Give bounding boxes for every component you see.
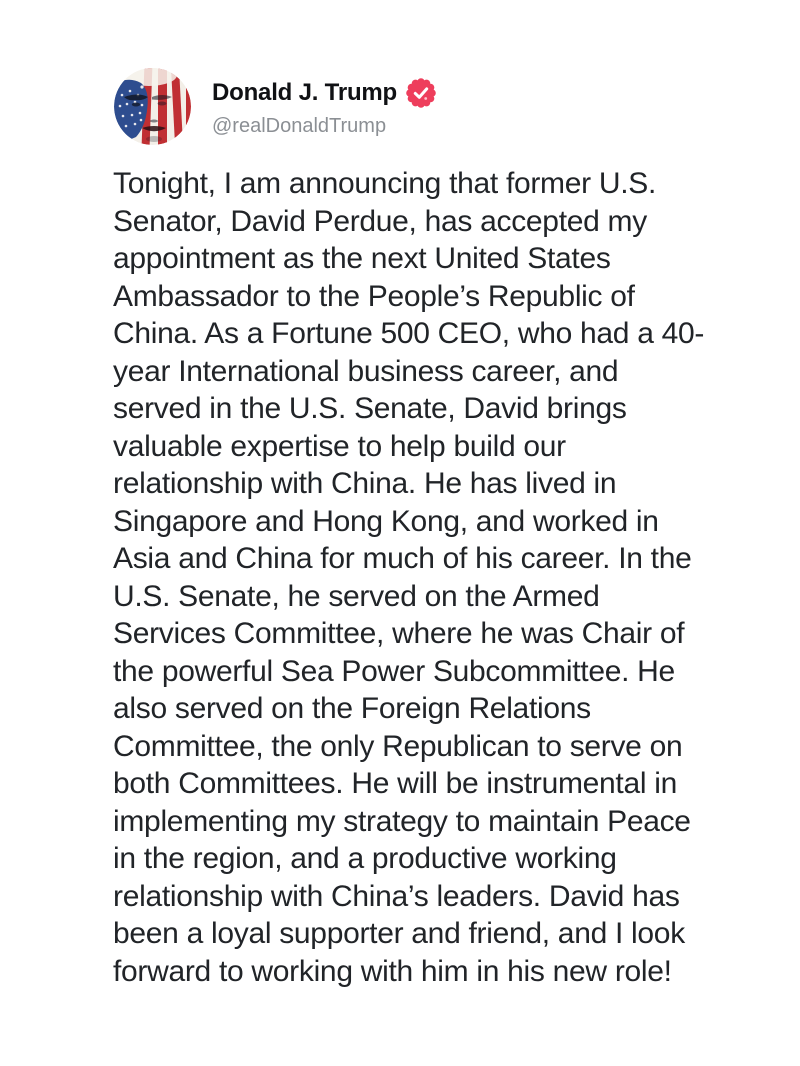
post-text-line: both Committees. He will be instrumental in bbox=[113, 767, 677, 800]
post-text-line: year International business career, and bbox=[113, 354, 619, 388]
avatar-image bbox=[114, 68, 191, 145]
author-block bbox=[212, 68, 436, 139]
post-text-line: the powerful Sea Power Subcommittee. He bbox=[113, 654, 675, 688]
post-text-line: been a loyal supporter and friend, and I look bbox=[113, 917, 685, 950]
verified-badge-icon bbox=[406, 78, 436, 108]
post-text-line: Senator, David Perdue, has accepted my bbox=[113, 204, 647, 238]
post-text-line: forward to working with him in his new role! bbox=[113, 954, 672, 988]
post-header bbox=[114, 68, 436, 145]
post-text-line: Committee, the only Republican to serve on bbox=[113, 729, 683, 763]
post-text bbox=[113, 165, 713, 990]
post-text-line: relationship with China. He has lived in bbox=[113, 467, 617, 500]
post-text-line: implementing my strategy to maintain Peace bbox=[113, 804, 691, 838]
author-handle[interactable]: @realDonaldTrump bbox=[212, 115, 387, 137]
author-name-row bbox=[212, 78, 436, 108]
post-text-line: Singapore and Hong Kong, and worked in bbox=[113, 504, 659, 538]
post-text-line: served in the U.S. Senate, David brings bbox=[113, 392, 627, 425]
post-text-line: appointment as the next United States bbox=[113, 242, 611, 275]
post-text-line: valuable expertise to help build our bbox=[113, 429, 566, 463]
post-text-line: Asia and China for much of his career. In the bbox=[113, 542, 692, 575]
post-text-line: in the region, and a productive working bbox=[113, 842, 617, 875]
author-display-name[interactable]: Donald J. Trump bbox=[212, 79, 398, 106]
post-text-line: relationship with China’s leaders. David has bbox=[113, 879, 680, 913]
avatar[interactable] bbox=[114, 68, 191, 145]
post-text-line: Services Committee, where he was Chair of bbox=[113, 617, 685, 650]
post-text-line: Tonight, I am announcing that former U.S. bbox=[113, 167, 656, 200]
post-text-line: also served on the Foreign Relations bbox=[113, 692, 591, 725]
post-text-line: U.S. Senate, he served on the Armed bbox=[113, 579, 600, 613]
post-text-line: China. As a Fortune 500 CEO, who had a 40- bbox=[113, 317, 705, 350]
post-text-line: Ambassador to the People’s Republic of bbox=[113, 279, 635, 313]
